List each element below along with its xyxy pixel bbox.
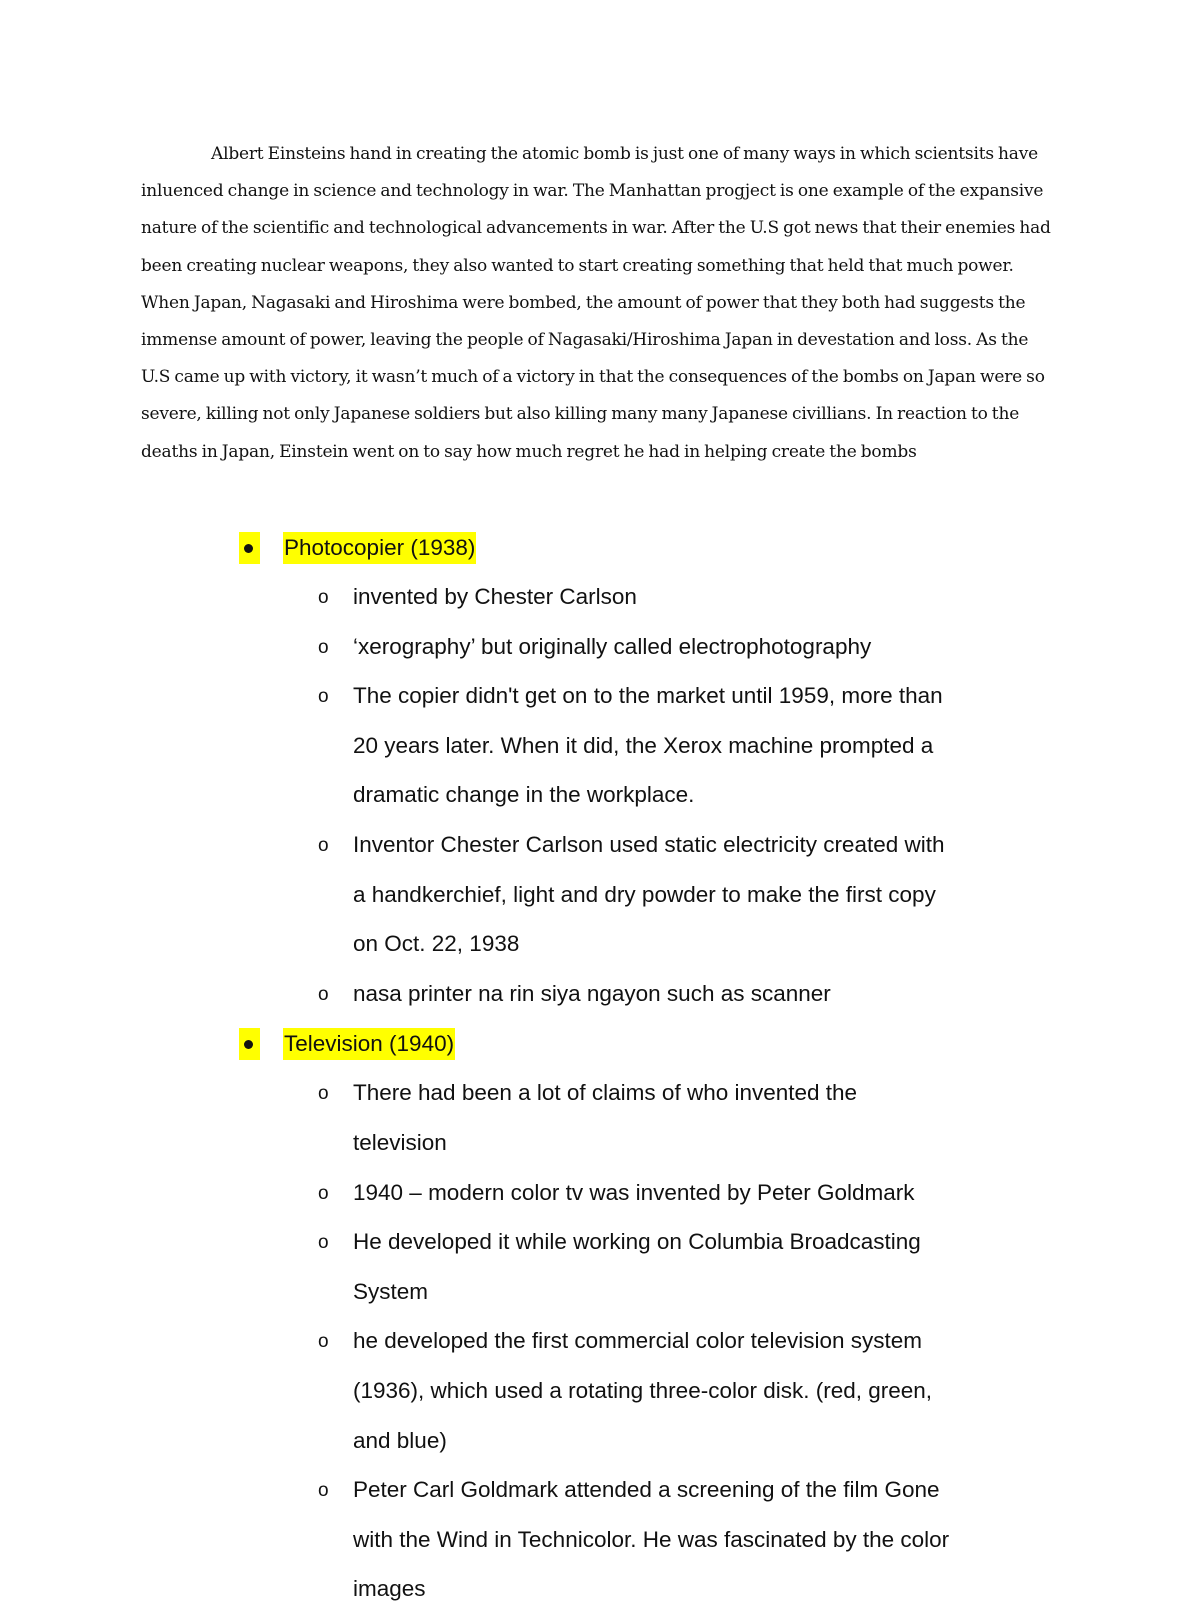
- circle-bullet-icon: o: [318, 1182, 329, 1204]
- topic-heading: [240, 524, 1100, 572]
- intro-paragraph: Albert Einsteins hand in creating the atomic bomb is just one of many ways in which scientsits have inluenced change in science and technology in war. The Manhattan progject is one example of the expansive nature of the scientific and technological advancements in war. After the U.S got news that their enemies had been creating nuclear weapons, they also wanted to start creating something that held that much power. When Japan, Nagasaki and Hiroshima were bombed, the amount of power that they both had suggests the immense amount of power, leaving the people of Nagasaki/Hiroshima Japan in devestation and loss. As the U.S came up with victory, it wasn’t much of a victory in that the consequences of the bombs on Japan were so severe, killing not only Japanese soldiers but also killing many many Japanese civillians. In reaction to the deaths in Japan, Einstein went on to say how much regret he had in helping create the bombs: [141, 144, 1051, 462]
- topic-heading: [240, 1020, 1100, 1068]
- list-item: [240, 622, 953, 672]
- topic-television: [240, 1020, 1100, 1614]
- list-item: [240, 1217, 953, 1316]
- list-item-text: nasa printer na rin siya ngayon such as scanner: [353, 980, 831, 1006]
- topic-title: Photocopier (1938): [283, 532, 476, 564]
- circle-bullet-icon: o: [318, 587, 329, 608]
- list-item: [240, 820, 953, 969]
- list-item-text: ‘xerography’ but originally called electrophotography: [353, 633, 872, 659]
- list-item-text: The copier didn't get on to the market until 1959, more than 20 years later. When it did, the Xerox machine prompted a dramatic change in the workplace.: [353, 683, 943, 808]
- circle-bullet-icon: o: [318, 1331, 329, 1353]
- topic-title: Television (1940): [283, 1028, 455, 1060]
- bullet-icon: [244, 1020, 256, 1068]
- list-item-text: He developed it while working on Columbia Broadcasting System: [353, 1229, 921, 1304]
- circle-bullet-icon: o: [318, 636, 329, 658]
- list-item-text: Inventor Chester Carlson used static electricity created with a handkerchief, light and dry powder to make the first copy on Oct. 22, 1938: [353, 831, 945, 957]
- circle-bullet-icon: o: [318, 686, 329, 708]
- list-item-text: Peter Carl Goldmark attended a screening of the film Gone with the Wind in Technicolor. He was fascinated by the color images: [353, 1477, 950, 1602]
- list-item: [240, 1316, 953, 1465]
- sub-list: [240, 1068, 1100, 1614]
- sub-list: [240, 572, 1100, 1018]
- list-item-text: There had been a lot of claims of who invented the television: [353, 1080, 858, 1155]
- list-item: [240, 969, 953, 1019]
- circle-bullet-icon: o: [318, 1232, 329, 1254]
- list-item: [240, 1068, 953, 1167]
- list-item: [240, 1168, 953, 1218]
- bullet-icon: [244, 524, 256, 572]
- circle-bullet-icon: o: [318, 1480, 329, 1502]
- circle-bullet-icon: o: [318, 983, 329, 1005]
- list-item: [240, 1465, 953, 1614]
- list-item-text: 1940 – modern color tv was invented by Peter Goldmark: [353, 1179, 915, 1205]
- list-item: [240, 671, 953, 820]
- topic-list: [240, 524, 1100, 1614]
- circle-bullet-icon: o: [318, 834, 329, 856]
- list-item-text: he developed the first commercial color television system (1936), which used a rotating three-color disk. (red, green, and blue): [353, 1328, 933, 1453]
- topic-photocopier: [240, 524, 1100, 1018]
- circle-bullet-icon: o: [318, 1083, 329, 1105]
- list-item-text: invented by Chester Carlson: [353, 584, 637, 609]
- list-item: [240, 572, 953, 622]
